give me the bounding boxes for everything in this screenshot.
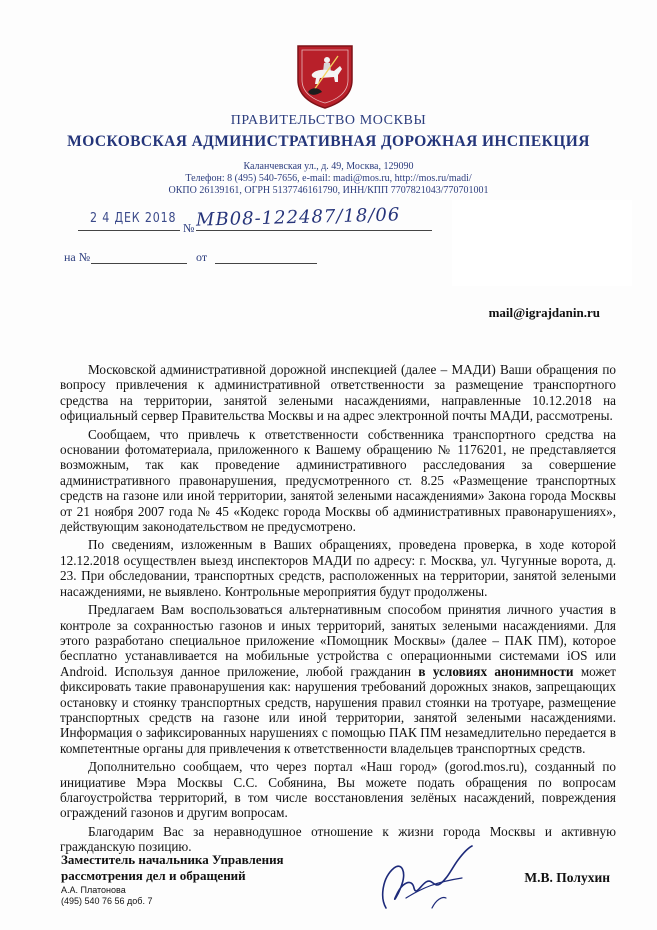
paragraph-4-part-b: может фиксировать такие правонарушения как: нарушения требований дорожных знаков, запрещающих остановку и стоянку транспортных средств, нарушения правил стоянки на тротуаре, размещение транспортных средств на газоне или иной территории, занятой зелеными насаждениями. Информация о зафиксированных нарушениях с помощью ПАК ПМ незамедлительно передается в компетентные органы для привлечения к ответственности владельцев транспортных средств. bbox=[60, 663, 616, 756]
anonymity-emphasis: в условиях анонимности bbox=[418, 663, 574, 679]
paragraph-1: Московской административной дорожной инспекцией (далее – МАДИ) Ваши обращения по вопросу привлечения к административной ответственности за размещение транспортного средства на территории, занятой зелеными насаждениями, направленные 10.12.2018 на официальный сервер Правительства Москвы и на адрес электронной почты МАДИ, рассмотрены. bbox=[60, 362, 616, 424]
number-label: № bbox=[183, 221, 195, 235]
paragraph-4-part-a: Предлагаем Вам воспользоваться альтернативным способом принятия личного участия в контроле за сохранностью газонов и иных территорий, занятых зелеными насаждениями. Для этого разработано специальное приложение «Помощник Москвы» (далее – ПАК ПМ), которое бесплатно устанавливается на мобильные устройства с операционными системами iOS или Android. Используя данное приложение, любой гражданин bbox=[60, 602, 616, 679]
paragraph-5: Дополнительно сообщаем, что через портал «Наш город» (gorod.mos.ru), созданный по инициативе Мэра Москвы С.С. Собянина, Вы можете подать обращения по вопросам благоустройства территорий, в том числе восстановления зелёных насаждений, повреждения ограждений газонов и другим вопросам. bbox=[60, 759, 616, 821]
organization-contacts: Телефон: 8 (495) 540-7656, e-mail: madi@mos.ru, http://mos.ru/madi/ bbox=[185, 173, 472, 184]
recipient-email: mail@igrajdanin.ru bbox=[488, 305, 600, 320]
paragraph-3: По сведениям, изложенным в Ваших обращениях, проведена проверка, в ходе которой 12.12.2018 осуществлен выезд инспекторов МАДИ по адресу: г. Москва, ул. Чугунные ворота, д. 23. При обследовании, транспортных средств, расположенных на территории, занятой зелеными насаждениями, не выявлено. Контрольные мероприятия будут продолжены. bbox=[60, 537, 616, 599]
registration-number: МВ08-122487/18/06 bbox=[195, 204, 401, 231]
signer-name: М.В. Полухин bbox=[524, 870, 610, 885]
position-line-2: рассмотрения дел и обращений bbox=[61, 868, 246, 883]
reference-date-line bbox=[215, 263, 317, 264]
handwritten-signature bbox=[372, 838, 482, 918]
reference-number-line bbox=[91, 263, 187, 264]
organization-address: Каланчевская ул., д. 49, Москва, 129090 bbox=[243, 161, 414, 172]
letter-body bbox=[60, 362, 616, 858]
paragraph-6: Благодарим Вас за неравнодушное отношение к жизни города Москвы и активную гражданскую позицию. bbox=[60, 823, 616, 855]
redacted-area bbox=[452, 200, 632, 286]
executor-name: А.А. Платонова bbox=[61, 885, 126, 895]
reference-label: на № bbox=[64, 250, 91, 264]
organization-registry: ОКПО 26139161, ОГРН 5137746161790, ИНН/КПП 7707821043/770701001 bbox=[168, 185, 489, 196]
signatory-position bbox=[61, 852, 284, 884]
position-line-1: Заместитель начальника Управления bbox=[61, 852, 284, 867]
government-title: ПРАВИТЕЛЬСТВО МОСКВЫ bbox=[230, 113, 427, 128]
reference-from-label: от bbox=[196, 250, 208, 264]
date-underline bbox=[78, 230, 180, 231]
date-stamp: 2 4 ДЕК 2018 bbox=[90, 211, 177, 226]
moscow-coat-of-arms bbox=[294, 42, 356, 110]
organization-title: МОСКОВСКАЯ АДМИНИСТРАТИВНАЯ ДОРОЖНАЯ ИНСПЕКЦИЯ bbox=[67, 133, 590, 150]
executor-phone: (495) 540 76 56 доб. 7 bbox=[61, 896, 153, 906]
executor-info bbox=[61, 885, 152, 907]
paragraph-2: Сообщаем, что привлечь к ответственности собственника транспортного средства на основании фотоматериала, приложенного к Вашему обращению № 1176201, не представляется возможным, так как проведение административного расследования за совершение административного правонарушения, предусмотренного ст. 8.25 «Размещение транспортных средств на газоне или иной территории, занятой зелеными насаждениями» Закона города Москвы от 21 ноября 2007 года № 45 «Кодекс города Москвы об административных правонарушениях», действующим законодательством не предусмотрено. bbox=[60, 426, 616, 535]
number-underline bbox=[196, 230, 432, 231]
reference-row bbox=[64, 250, 208, 265]
paragraph-4 bbox=[60, 602, 616, 756]
